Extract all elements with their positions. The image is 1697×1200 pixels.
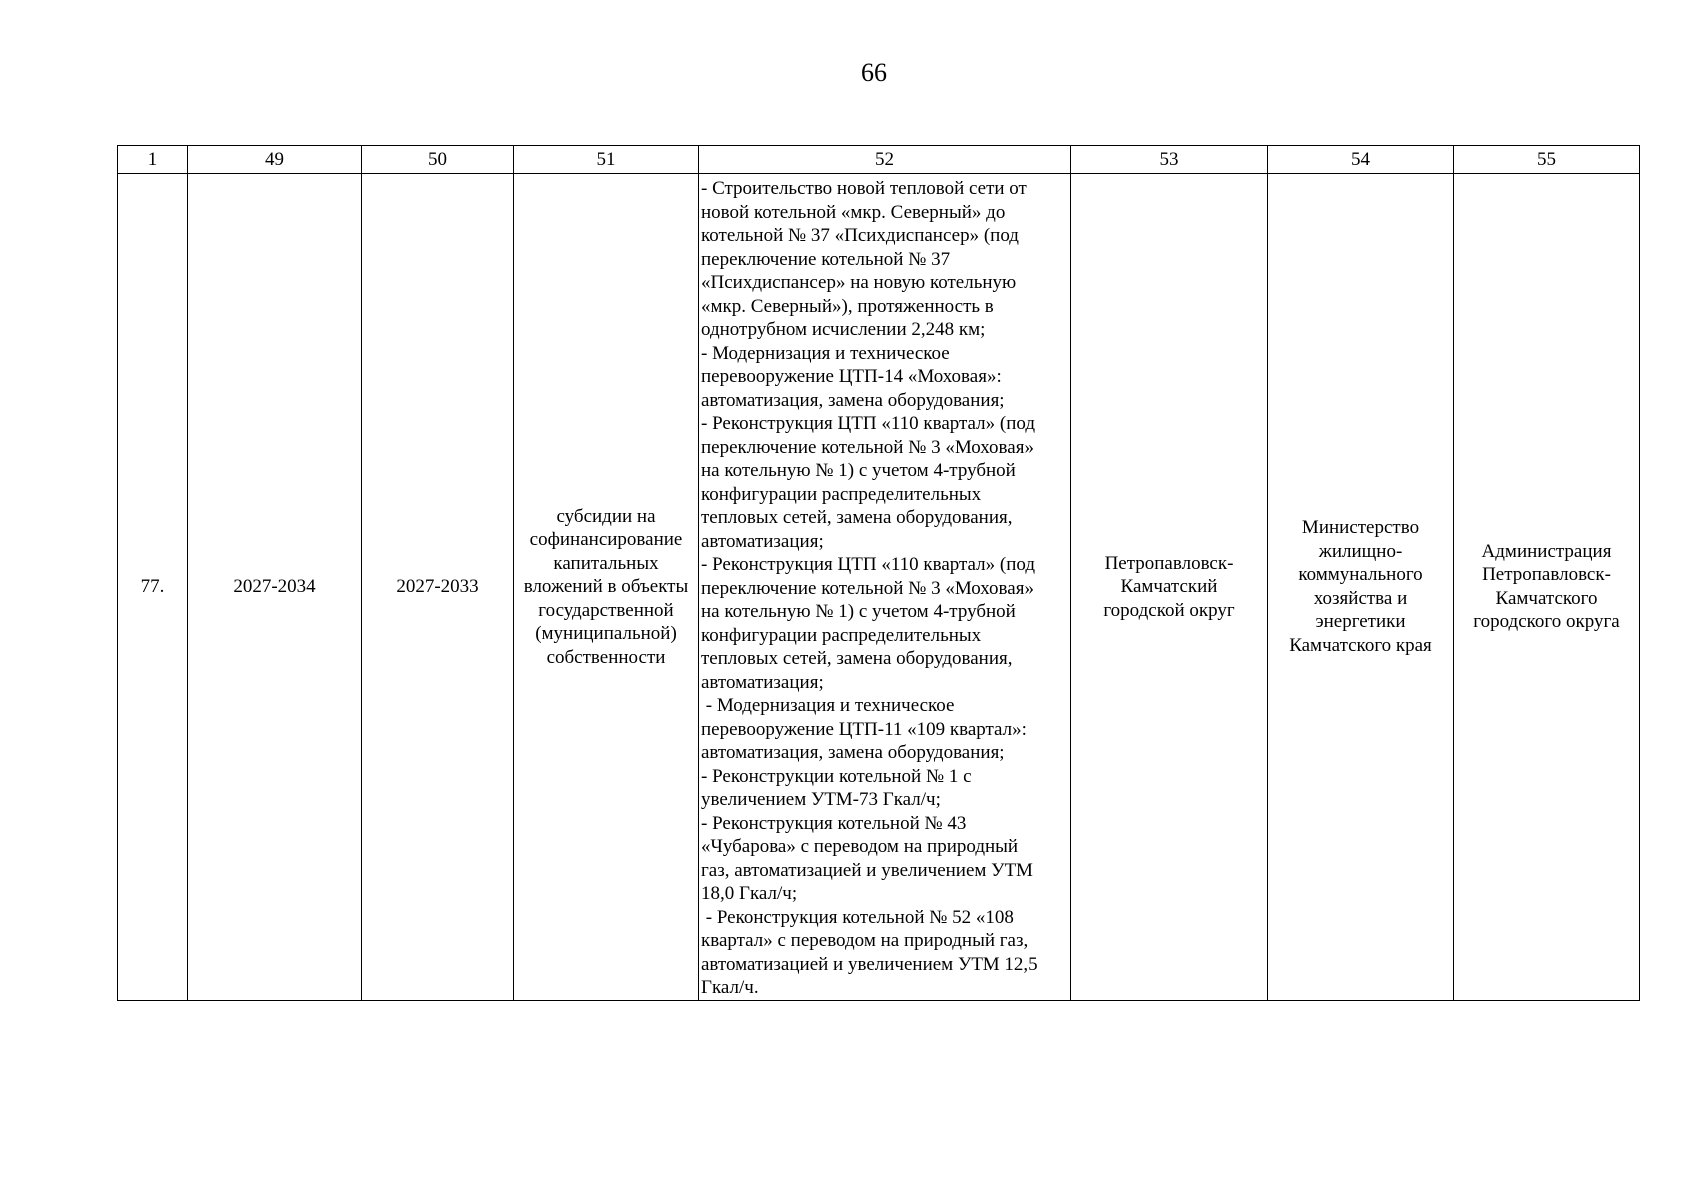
cell-text-line: автоматизация;	[701, 671, 824, 693]
cell-text-line: переключение котельной № 3 «Моховая»	[701, 436, 1034, 458]
header-cell-53: 53	[1071, 146, 1268, 174]
period-cell-49: 2027-2034	[188, 174, 362, 1001]
cell-text-line: 18,0 Гкал/ч;	[701, 883, 798, 904]
measures-cell	[699, 174, 1071, 1001]
header-cell-52: 52	[699, 146, 1071, 174]
ministry-cell	[1268, 174, 1454, 1001]
cell-text-line: «Чубарова» с переводом на природный	[701, 836, 1019, 857]
cell-text-line: на котельную № 1) с учетом 4-трубной	[701, 460, 1016, 481]
cell-text-line: - Модернизация и техническое	[701, 342, 950, 364]
table-row	[118, 174, 1640, 1001]
cell-text-line: Гкал/ч.	[701, 977, 759, 998]
cell-text-line: Петропавловск-	[1482, 564, 1611, 586]
funding-source-cell	[514, 174, 699, 1001]
administration-cell	[1454, 174, 1640, 1001]
cell-text-line: новой котельной «мкр. Северный» до	[701, 201, 1006, 223]
cell-text-line: перевооружение ЦТП-14 «Моховая»:	[701, 366, 1002, 387]
cell-text-line: жилищно-	[1318, 540, 1403, 562]
cell-text-line: Камчатского края	[1289, 634, 1432, 656]
cell-text-line: государственной	[538, 599, 674, 621]
cell-text-line: котельной № 37 «Психдиспансер» (под	[701, 225, 1019, 246]
cell-text-line: Камчатский	[1120, 576, 1218, 597]
cell-text-line: - Реконструкция котельной № 52 «108	[701, 906, 1014, 928]
cell-text-line: субсидии на	[556, 505, 656, 527]
data-table	[117, 145, 1640, 1001]
cell-text-line: Камчатского	[1495, 587, 1598, 609]
cell-text-line: энергетики	[1315, 611, 1406, 633]
cell-text-line: автоматизация;	[701, 530, 824, 552]
cell-text-line: капитальных	[553, 552, 659, 574]
cell-text-line: однотрубном исчислении 2,248 км;	[701, 319, 986, 340]
cell-text-line: коммунального	[1298, 564, 1423, 586]
cell-text-line: газ, автоматизацией и увеличением УТМ	[701, 859, 1033, 881]
cell-text-line: вложений в объекты	[523, 576, 689, 597]
cell-text-line: собственности	[546, 646, 666, 668]
cell-text-line: автоматизация, замена оборудования;	[701, 389, 1005, 411]
cell-text-line: - Реконструкции котельной № 1 с	[701, 765, 972, 787]
cell-text-line: конфигурации распределительных	[701, 624, 982, 646]
cell-text-line: «мкр. Северный»), протяженность в	[701, 295, 994, 317]
cell-text-line: - Реконструкция котельной № 43	[701, 812, 967, 834]
cell-text-line: автоматизацией и увеличением УТМ 12,5	[701, 953, 1038, 975]
row-number-cell: 77.	[118, 174, 188, 1001]
cell-text-line: переключение котельной № 37	[701, 248, 951, 270]
cell-text-line: городской округ	[1103, 599, 1235, 621]
cell-text-line: квартал» с переводом на природный газ,	[701, 930, 1029, 951]
cell-text-line: на котельную № 1) с учетом 4-трубной	[701, 601, 1016, 622]
header-cell-1: 1	[118, 146, 188, 174]
cell-text-line: переключение котельной № 3 «Моховая»	[701, 577, 1034, 599]
cell-text-line: автоматизация, замена оборудования;	[701, 742, 1005, 763]
page-number: 66	[861, 58, 887, 87]
header-cell-51: 51	[514, 146, 699, 174]
cell-text-line: конфигурации распределительных	[701, 483, 982, 505]
cell-text-line: - Модернизация и техническое	[701, 695, 955, 716]
cell-text-line: Петропавловск-	[1104, 552, 1234, 574]
cell-text-line: - Реконструкция ЦТП «110 квартал» (под	[701, 554, 1035, 575]
cell-text-line: перевооружение ЦТП-11 «109 квартал»:	[701, 718, 1027, 740]
cell-text-line: - Строительство новой тепловой сети от	[701, 178, 1027, 199]
municipality-cell	[1071, 174, 1268, 1001]
cell-text-line: Министерство	[1301, 517, 1420, 539]
cell-text-line: «Психдиспансер» на новую котельную	[701, 272, 1017, 293]
cell-text-line: Администрация	[1481, 540, 1612, 562]
cell-text-line: (муниципальной)	[535, 623, 677, 644]
cell-text-line: городского округа	[1473, 611, 1620, 633]
header-cell-55: 55	[1454, 146, 1640, 174]
cell-text-line: софинансирование	[529, 529, 683, 550]
header-cell-50: 50	[362, 146, 514, 174]
cell-text-line: хозяйства и	[1313, 587, 1408, 609]
cell-text-line: увеличением УТМ-73 Гкал/ч;	[701, 789, 941, 810]
period-cell-50: 2027-2033	[362, 174, 514, 1001]
cell-text-line: тепловых сетей, замена оборудования,	[701, 648, 1013, 669]
cell-text-line: - Реконструкция ЦТП «110 квартал» (под	[701, 413, 1035, 434]
header-cell-49: 49	[188, 146, 362, 174]
header-cell-54: 54	[1268, 146, 1454, 174]
header-row	[118, 146, 1640, 174]
cell-text-line: тепловых сетей, замена оборудования,	[701, 507, 1013, 528]
